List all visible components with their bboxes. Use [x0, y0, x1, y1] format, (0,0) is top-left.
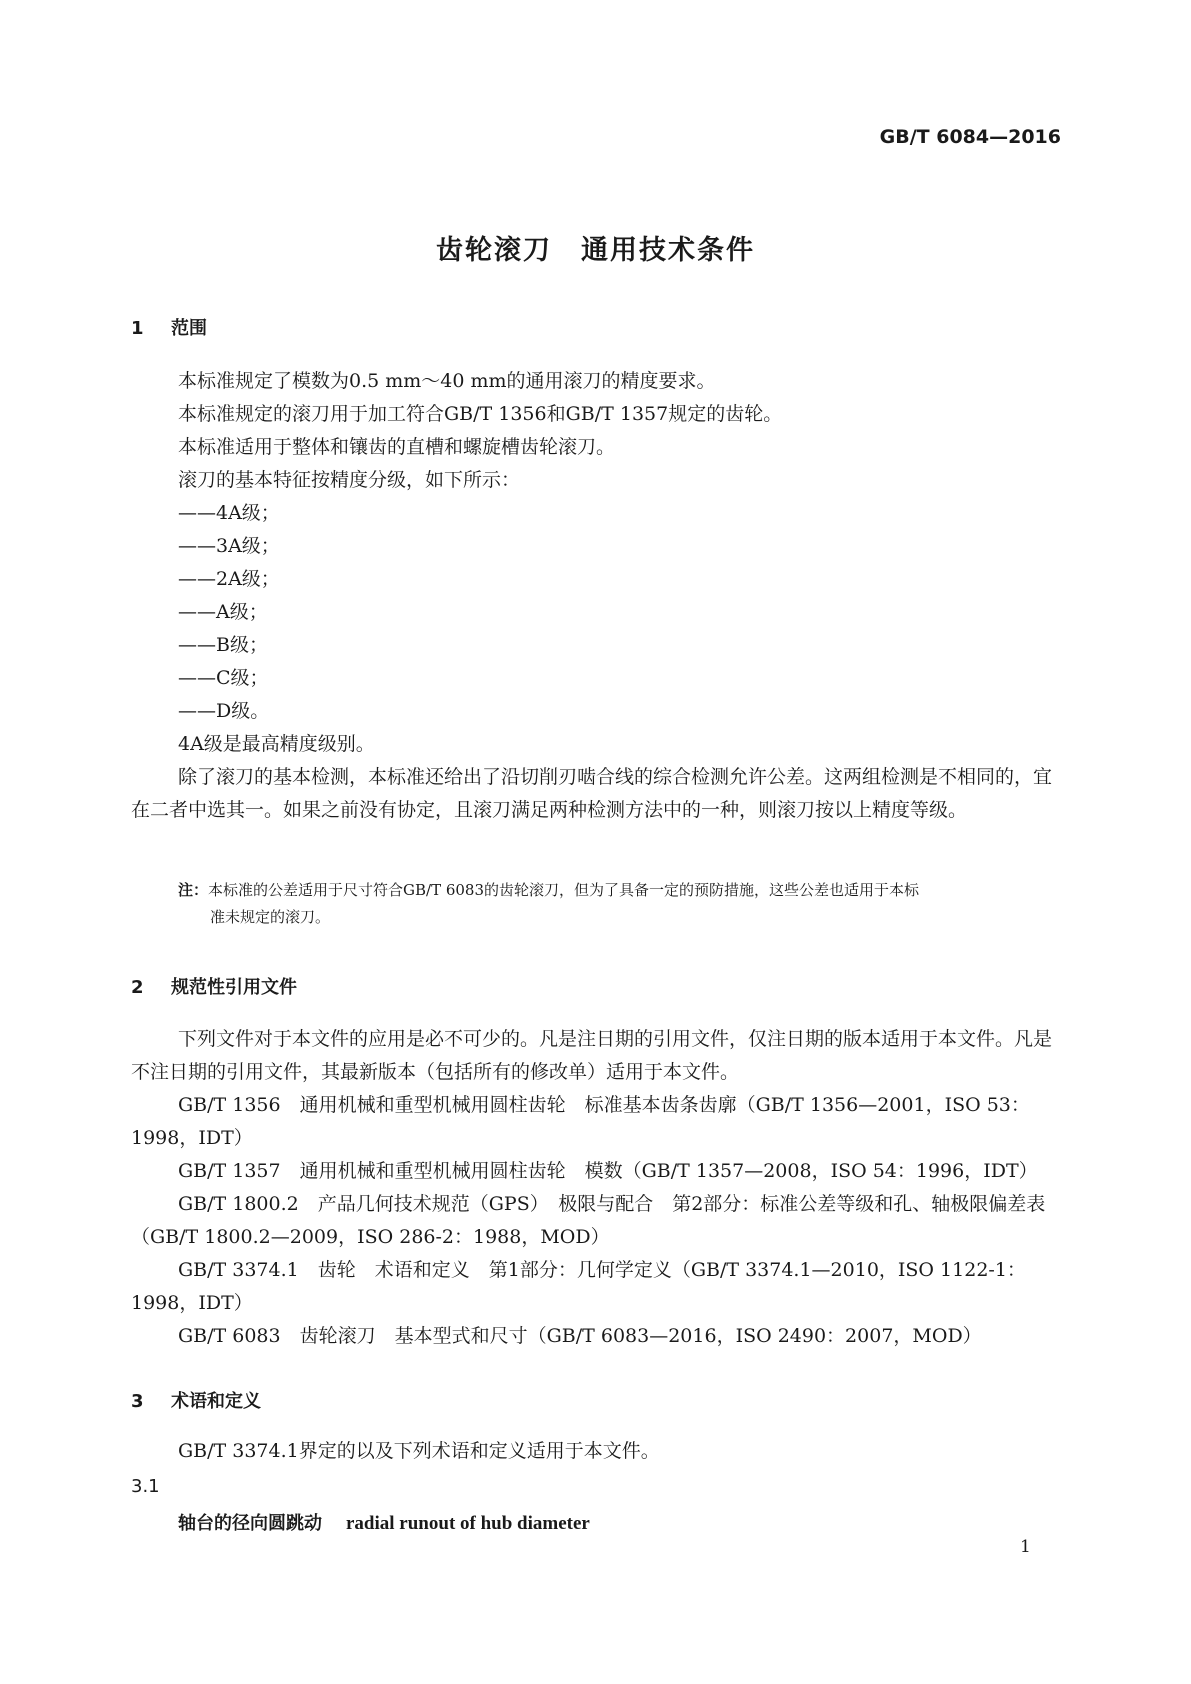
reference-item — [131, 1089, 1061, 1155]
body-line: 4A级是最高精度级别。 — [178, 733, 375, 755]
grade-list-item: ——3A级； — [178, 535, 280, 557]
body-line: 本标准适用于整体和镶齿的直槽和螺旋槽齿轮滚刀。 — [178, 436, 616, 458]
body-line: 本标准规定的滚刀用于加工符合GB/T 1356和GB/T 1357规定的齿轮。 — [178, 403, 783, 425]
reference-text: GB/T 3374.1 齿轮 术语和定义 第1部分：几何学定义（GB/T 3374.1—2010，ISO 1122-1：1998，IDT） — [131, 1259, 1026, 1314]
note-continuation: 准未规定的滚刀。 — [210, 908, 331, 926]
grade-list-item: ——D级。 — [178, 700, 270, 722]
section-number: 1 — [131, 318, 144, 339]
note — [178, 877, 919, 904]
section-title: 术语和定义 — [171, 1391, 261, 1412]
term-title — [178, 1509, 590, 1535]
reference-text: GB/T 1356 通用机械和重型机械用圆柱齿轮 标准基本齿条齿廓（GB/T 1356—2001，ISO 53：1998，IDT） — [131, 1094, 1030, 1149]
reference-item — [131, 1320, 1061, 1353]
paragraph-text: 除了滚刀的基本检测，本标准还给出了沿切削刃啮合线的综合检测允许公差。这两组检测是不相同的，宜在二者中选其一。如果之前没有协定，且滚刀满足两种检测方法中的一种，则滚刀按以上精度等级。 — [131, 766, 1053, 821]
grade-list-item: ——4A级； — [178, 502, 280, 524]
reference-text: GB/T 1357 通用机械和重型机械用圆柱齿轮 模数（GB/T 1357—2008，ISO 54：1996，IDT） — [178, 1160, 1038, 1182]
body-line: 滚刀的基本特征按精度分级，如下所示： — [178, 469, 521, 491]
standard-code: GB/T 6084—2016 — [879, 126, 1061, 148]
page-number: 1 — [1020, 1537, 1031, 1557]
body-paragraph — [131, 761, 1061, 827]
section-3-heading — [131, 1387, 261, 1413]
body-line: 本标准规定了模数为0.5 mm～40 mm的通用滚刀的精度要求。 — [178, 370, 716, 392]
reference-item — [131, 1188, 1061, 1254]
body-line: GB/T 3374.1界定的以及下列术语和定义适用于本文件。 — [178, 1440, 660, 1462]
term-chinese: 轴台的径向圆跳动 — [178, 1513, 322, 1534]
section-1-heading — [131, 314, 207, 340]
note-label: 注： — [178, 881, 209, 899]
section-number: 3 — [131, 1391, 144, 1412]
term-english: radial runout of hub diameter — [346, 1513, 590, 1534]
body-paragraph — [131, 1023, 1061, 1089]
note-text: 本标准的公差适用于尺寸符合GB/T 6083的齿轮滚刀，但为了具备一定的预防措施，这些公差也适用于本标 — [208, 881, 920, 899]
section-number: 2 — [131, 977, 144, 998]
paragraph-text: 下列文件对于本文件的应用是必不可少的。凡是注日期的引用文件，仅注日期的版本适用于本文件。凡是不注日期的引用文件，其最新版本（包括所有的修改单）适用于本文件。 — [131, 1028, 1053, 1083]
grade-list-item: ——B级； — [178, 634, 268, 656]
section-title: 范围 — [171, 318, 207, 339]
reference-item — [131, 1254, 1061, 1320]
section-2-heading — [131, 973, 297, 999]
reference-item — [131, 1155, 1061, 1188]
grade-list-item: ——2A级； — [178, 568, 280, 590]
document-title: 齿轮滚刀 通用技术条件 — [436, 235, 755, 266]
reference-text: GB/T 1800.2 产品几何技术规范（GPS） 极限与配合 第2部分：标准公差等级和孔、轴极限偏差表（GB/T 1800.2—2009，ISO 286-2：1988，MOD） — [131, 1193, 1046, 1248]
grade-list-item: ——A级； — [178, 601, 268, 623]
grade-list-item: ——C级； — [178, 667, 269, 689]
section-title: 规范性引用文件 — [171, 977, 297, 998]
term-number: 3.1 — [131, 1476, 160, 1497]
reference-text: GB/T 6083 齿轮滚刀 基本型式和尺寸（GB/T 6083—2016，ISO 2490：2007，MOD） — [178, 1325, 982, 1347]
